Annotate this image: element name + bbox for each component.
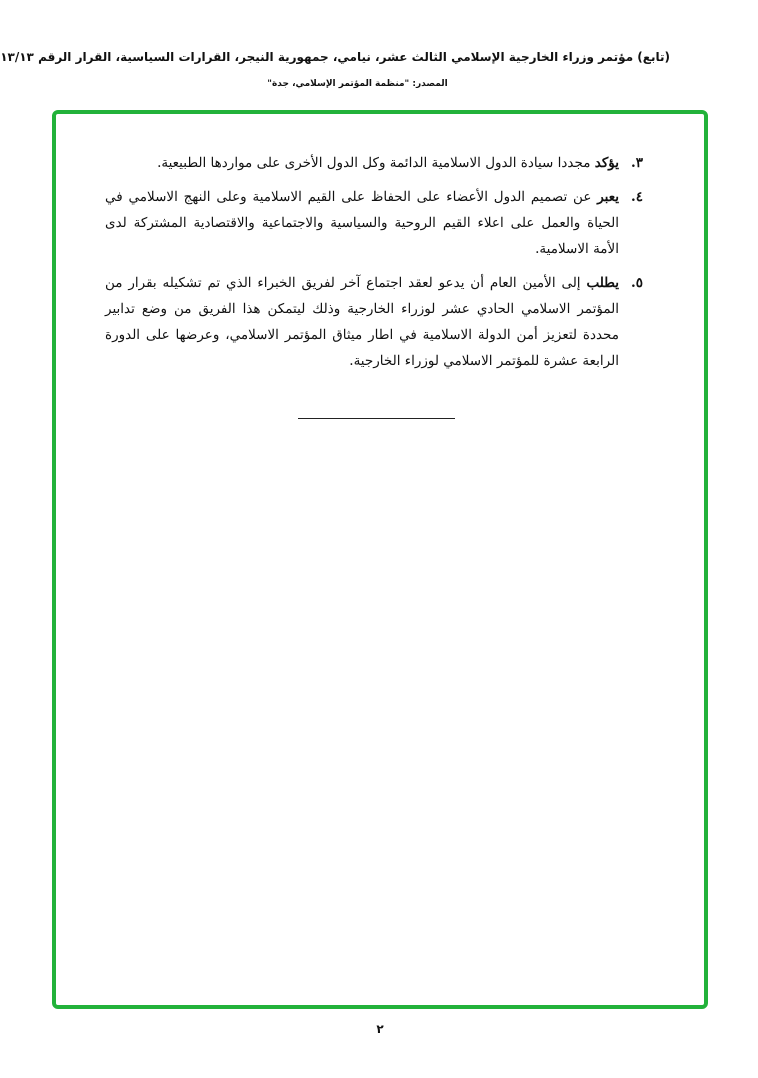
list-item: [105, 270, 643, 374]
document-source-line: المصدر: "منظمة المؤتمر الإسلامي، جدة": [267, 79, 448, 89]
resolution-body: [105, 150, 643, 382]
item-number: ٥.: [631, 275, 643, 291]
item-content: عن تصميم الدول الأعضاء على الحفاظ على القيم الاسلامية وعلى النهج الاسلامي في الحياة والعمل على اعلاء القيم الروحية والسياسية والاجتماعية والاقتصادية المشتركة لدى الأمة الاسلامية.: [105, 189, 619, 257]
end-of-text-rule: [298, 418, 455, 419]
item-lead-verb: يؤكد: [594, 155, 619, 171]
list-item: [105, 184, 643, 262]
item-text: [105, 184, 619, 262]
item-content: إلى الأمين العام أن يدعو لعقد اجتماع آخر لفريق الخبراء الذي تم تشكيله بقرار من المؤتمر الاسلامي الحادي عشر لوزراء الخارجية وذلك ليتمكن هذا الفريق من وضع تدابير محددة لتعزيز أمن الدولة الاسلامية في اطار ميثاق المؤتمر الاسلامي، وعرضها على الدورة الرابعة عشرة للمؤتمر الاسلامي لوزراء الخارجية.: [105, 275, 619, 369]
list-item: [105, 150, 643, 176]
item-content: مجددا سيادة الدول الاسلامية الدائمة وكل الدول الأخرى على مواردها الطبيعية.: [157, 155, 591, 171]
item-text: [105, 270, 619, 374]
page-number: ٢: [376, 1022, 384, 1036]
item-lead-verb: يعبر: [597, 189, 619, 205]
item-lead-verb: يطلب: [586, 275, 619, 291]
item-number: ٤.: [631, 189, 643, 205]
item-number: ٣.: [631, 155, 643, 171]
document-header-title: (تابع) مؤتمر وزراء الخارجية الإسلامي الثالث عشر، نيامي، جمهورية النيجر، القرارات السياسية، القرار الرقم ١٣/١٣: [0, 50, 670, 64]
item-text: [105, 150, 619, 176]
